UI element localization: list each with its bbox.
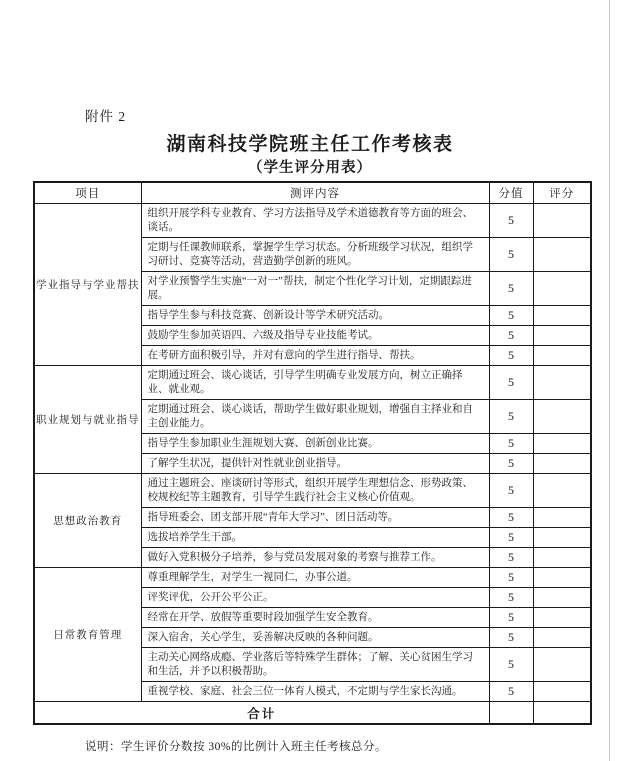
content-cell: 主动关心网络成瘾、学业落后等特殊学生群体；了解、关心贫困生学习和生活，并予以积极帮助。	[141, 648, 489, 682]
rating-cell	[533, 366, 591, 400]
rating-cell	[533, 204, 591, 238]
rating-cell	[533, 306, 591, 326]
content-cell: 定期与任课教师联系，掌握学生学习状态。分析班级学习状况，组织学习研讨、竞赛等活动，营造勤学创新的班风。	[141, 238, 489, 272]
content-cell: 经常在开学、放假等重要时段加强学生安全教育。	[141, 608, 489, 628]
content-cell: 尊重理解学生，对学生一视同仁，办事公道。	[141, 568, 489, 588]
col-header-content: 测评内容	[141, 182, 489, 204]
score-cell: 5	[489, 346, 533, 366]
score-cell: 5	[489, 608, 533, 628]
rating-cell	[533, 272, 591, 306]
col-header-rating: 评分	[533, 182, 591, 204]
content-cell: 做好入党积极分子培养，参与党员发展对象的考察与推荐工作。	[141, 548, 489, 568]
page-edge-line	[609, 0, 610, 761]
content-cell: 通过主题班会、座谈研讨等形式，组织开展学生理想信念、形势政策、校规校纪等主题教育，引导学生践行社会主义核心价值观。	[141, 474, 489, 508]
content-cell: 深入宿舍，关心学生，妥善解决反映的各种问题。	[141, 628, 489, 648]
score-cell: 5	[489, 238, 533, 272]
score-cell: 5	[489, 204, 533, 238]
score-cell: 5	[489, 434, 533, 454]
rating-cell	[533, 326, 591, 346]
content-cell: 鼓励学生参加英语四、六级及指导专业技能考试。	[141, 326, 489, 346]
score-cell: 5	[489, 454, 533, 474]
content-cell: 评奖评优，公开公平公正。	[141, 588, 489, 608]
rating-cell	[533, 474, 591, 508]
rating-cell	[533, 528, 591, 548]
category-cell: 思想政治教育	[34, 474, 141, 568]
score-cell: 5	[489, 682, 533, 702]
rating-cell	[533, 648, 591, 682]
score-cell: 5	[489, 306, 533, 326]
score-cell: 5	[489, 548, 533, 568]
rating-cell	[533, 568, 591, 588]
category-cell: 日常教育管理	[34, 568, 141, 702]
rating-cell	[533, 588, 591, 608]
score-cell: 5	[489, 326, 533, 346]
assessment-table	[33, 181, 592, 725]
score-cell: 5	[489, 528, 533, 548]
score-cell: 5	[489, 400, 533, 434]
content-cell: 指导学生参与科技竞赛、创新设计等学术研究活动。	[141, 306, 489, 326]
content-cell: 了解学生状况，提供针对性就业创业指导。	[141, 454, 489, 474]
table-row	[34, 204, 591, 238]
score-cell: 5	[489, 508, 533, 528]
rating-cell	[533, 628, 591, 648]
score-cell: 5	[489, 648, 533, 682]
table-header-row	[34, 182, 591, 204]
content-cell: 组织开展学科专业教育、学习方法指导及学术道德教育等方面的班会、谈话。	[141, 204, 489, 238]
rating-cell	[533, 508, 591, 528]
total-label: 合计	[34, 702, 489, 725]
rating-cell	[533, 434, 591, 454]
table-row	[34, 568, 591, 588]
total-rating-cell	[533, 702, 591, 725]
table-row	[34, 366, 591, 400]
content-cell: 重视学校、家庭、社会三位一体育人模式，不定期与学生家长沟通。	[141, 682, 489, 702]
content-cell: 指导班委会、团支部开展“青年大学习”、团日活动等。	[141, 508, 489, 528]
content-cell: 在考研方面积极引导，并对有意向的学生进行指导、帮扶。	[141, 346, 489, 366]
page-title: 湖南科技学院班主任工作考核表	[166, 134, 454, 155]
rating-cell	[533, 400, 591, 434]
content-cell: 定期通过班会、谈心谈话，帮助学生做好职业规划，增强自主择业和自主创业能力。	[141, 400, 489, 434]
col-header-score: 分值	[489, 182, 533, 204]
content-cell: 指导学生参加职业生涯规划大赛、创新创业比赛。	[141, 434, 489, 454]
category-cell: 职业规划与就业指导	[34, 366, 141, 474]
attachment-label: 附件 2	[85, 109, 127, 124]
rating-cell	[533, 238, 591, 272]
page-subtitle: （学生评分用表）	[248, 160, 372, 176]
note-text: 说明：学生评价分数按 30%的比例计入班主任考核总分。	[85, 741, 387, 753]
content-cell: 选拔培养学生干部。	[141, 528, 489, 548]
score-cell: 5	[489, 366, 533, 400]
rating-cell	[533, 346, 591, 366]
score-cell: 5	[489, 568, 533, 588]
category-cell: 学业指导与学业帮扶	[34, 204, 141, 366]
rating-cell	[533, 454, 591, 474]
content-cell: 对学业预警学生实施“一对一”帮扶，制定个性化学习计划，定期跟踪进展。	[141, 272, 489, 306]
score-cell: 5	[489, 628, 533, 648]
score-cell: 5	[489, 474, 533, 508]
content-cell: 定期通过班会、谈心谈话，引导学生明确专业发展方向，树立正确择业、就业观。	[141, 366, 489, 400]
rating-cell	[533, 548, 591, 568]
rating-cell	[533, 608, 591, 628]
total-row	[34, 702, 591, 725]
score-cell: 5	[489, 272, 533, 306]
table-row	[34, 474, 591, 508]
total-score-cell	[489, 702, 533, 725]
col-header-item: 项目	[34, 182, 141, 204]
rating-cell	[533, 682, 591, 702]
score-cell: 5	[489, 588, 533, 608]
